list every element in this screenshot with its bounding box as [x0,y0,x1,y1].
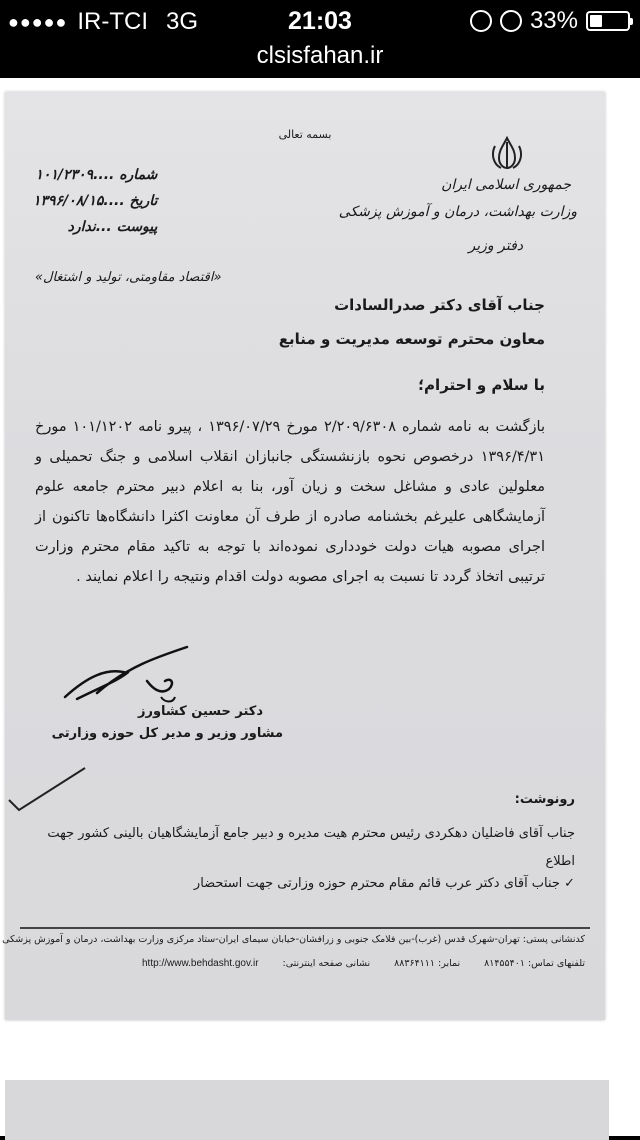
battery-icon [586,11,630,31]
signer-title: مشاور وزیر و مدیر کل حوزه وزارتی [51,726,283,741]
footer-fax: نمابر: ۸۸۳۶۴۱۱۱ [394,958,461,969]
cc-recipient-2: ✓ جناب آقای دکتر عرب قائم مقام محترم حوزه وزارتی جهت استحضار [193,876,575,891]
battery-level [590,15,602,27]
next-page-image [5,1080,609,1140]
letter-number: شماره ....۱۰۱/۲۳۰۹ [35,167,158,183]
footer-contacts [25,958,585,969]
network-type: 3G [166,8,199,35]
signal-strength-icon: ●●●●● [8,11,68,32]
footer-url[interactable]: http://www.behdasht.gov.ir [142,958,259,969]
letter-meta [33,162,157,240]
addressee [279,288,545,356]
greeting: با سلام و احترام؛ [418,376,545,394]
letter-attachment: پیوست ...ندارد [67,219,158,235]
cc-recipient-1: جناب آقای فاضلیان دهکردی رئیس محترم هیت مدیره و دبیر جامع آزمایشگاهیان بالینی کشور جهت اطلاع [47,826,575,869]
carrier-name: IR-TCI [77,8,149,35]
footer-phone: تلفنهای تماس: ۸۱۴۵۵۴۰۱ [484,958,585,969]
addressee-name: جناب آقای دکتر صدرالسادات [334,296,545,314]
footer-address: کدنشانی پستی: تهران-شهرک قدس (غرب)-بین فلامک جنوبی و زرافشان-خیابان سیمای ایران-ستاد مرکزی وزارت بهداشت، درمان و آموزش پزشکی [2,934,585,945]
letter-body: بازگشت به نامه شماره ۲/۲۰۹/۶۳۰۸ مورخ ۱۳۹۶/۰۷/۲۹ ، پیرو نامه ۱۰۱/۱۲۰۲ مورخ ۱۳۹۶/۴/۳۱ درخصوص نحوه بازنشستگی جانبازان انقلاب اسلامی و جنگ تحمیلی و معلولین عادی و مشاغل سخت و زیان آور، بنا به اعلام دبیر محترم جامعه علوم آزمایشگاهی علیرغم بخشنامه صادره از طرف آن معاونت اکثرا دانشگاه‌ها تاکنون از اجرای مصوبه هیات دولت خودداری نموده‌اند با توجه به تاکید مقام محترم وزارت ترتیبی اتخاذ گردد تا نسبت به اجرای مصوبه دولت اقدام ونتیجه را اعلام نمایند . [35,419,545,585]
alarm-icon [500,10,522,32]
rotation-lock-icon [470,10,492,32]
letterhead-republic: جمهوری اسلامی ایران [441,177,571,193]
letterhead-ministry: وزارت بهداشت، درمان و آموزش پزشکی [338,204,577,220]
checkmark-icon [5,764,95,814]
footer-divider [20,927,590,929]
cc-label: رونوشت: [514,792,575,807]
slogan: «اقتصاد مقاومتی، تولید و اشتغال» [35,270,222,285]
letter-date: تاریخ ....۱۳۹۶/۰۸/۱۵ [33,193,158,209]
signer-name: دکتر حسین کشاورز [138,704,263,719]
letter-image [2,92,605,1020]
battery-percent: 33% [529,7,578,34]
footer-site-label: نشانی صفحه اینترنتی: [282,958,371,969]
bismillah: بسمه تعالی [278,128,332,141]
status-bar [0,0,640,42]
clock: 21:03 [288,7,352,35]
addressee-title: معاون محترم توسعه مدیریت و منابع [278,330,545,348]
iran-emblem-icon [489,136,525,170]
status-icons [470,7,630,35]
letterhead-office: دفتر وزیر [468,238,523,254]
url-bar[interactable]: clsisfahan.ir [256,42,384,69]
